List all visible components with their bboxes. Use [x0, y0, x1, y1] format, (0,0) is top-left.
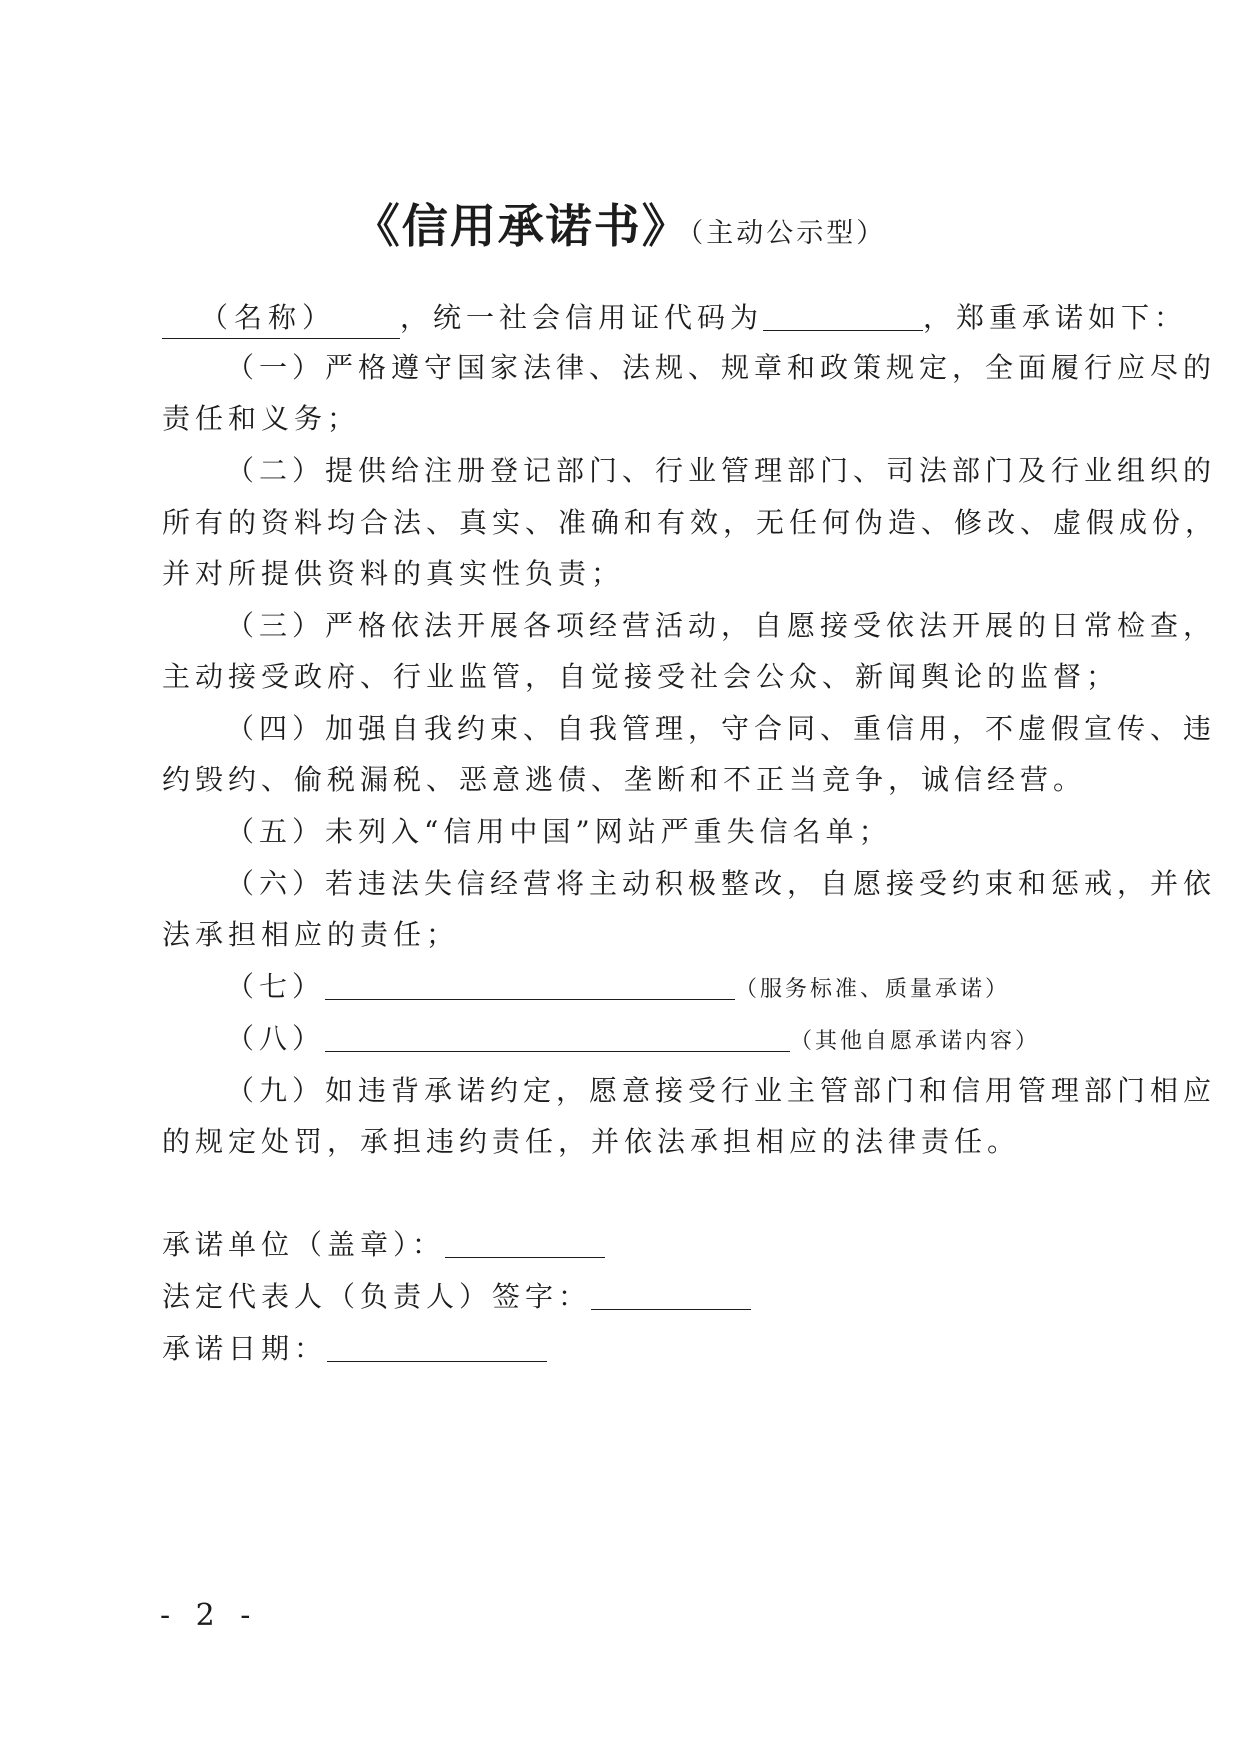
clause-6-line-1: （六）若违法失信经营将主动积极整改，自愿接受约束和惩戒，并依: [226, 867, 1217, 900]
clause-9-line-1: （九）如违背承诺约定，愿意接受行业主管部门和信用管理部门相应: [226, 1074, 1217, 1107]
date-blank: [327, 1331, 547, 1362]
clause-3-line-2: 主动接受政府、行业监管，自觉接受社会公众、新闻舆论的监督；: [162, 660, 1120, 693]
signature-rep-line: [162, 1277, 1092, 1317]
unit-label: 承诺单位（盖章）：: [162, 1228, 446, 1261]
clause-1-line-2: 责任和义务；: [162, 402, 361, 435]
clause-5-line-1: （五）未列入“信用中国”网站严重失信名单；: [226, 815, 892, 848]
clause-3-line-1: （三）严格依法开展各项经营活动，自愿接受依法开展的日常检查，: [226, 609, 1217, 642]
clause-6-line-2: 法承担相应的责任；: [162, 918, 460, 951]
signature-unit-line: [162, 1225, 1092, 1265]
intro-end-text: ，郑重承诺如下：: [923, 301, 1188, 334]
clause-2-line-3: 并对所提供资料的真实性负责；: [162, 557, 625, 590]
clause-7-line: [162, 967, 1156, 1010]
clause-8-prefix: （八）: [226, 1022, 326, 1055]
rep-signature-blank: [591, 1279, 751, 1310]
page-number: - 2 -: [160, 1598, 259, 1633]
clause-2-line-1: （二）提供给注册登记部门、行业管理部门、司法部门及行业组织的: [226, 454, 1217, 487]
rep-label: 法定代表人（负责人）签字：: [162, 1280, 592, 1313]
clause-4-line-1: （四）加强自我约束、自我管理，守合同、重信用，不虚假宣传、违: [226, 712, 1217, 745]
clause-9-line-2: 的规定处罚，承担违约责任，并依法承担相应的法律责任。: [162, 1125, 1021, 1158]
name-field: （名称）: [162, 298, 400, 339]
other-commitment-blank: [325, 1021, 790, 1052]
clause-8-note: （其他自愿承诺内容）: [790, 1029, 1041, 1054]
intro-middle-text: ，统一社会信用证代码为: [400, 301, 764, 334]
title-subtitle: （主动公示型）: [689, 218, 887, 249]
unit-seal-blank: [445, 1227, 605, 1258]
document-title: [0, 190, 1240, 256]
clause-7-prefix: （七）: [226, 970, 326, 1003]
credit-code-blank: [763, 300, 923, 331]
clause-8-line: [162, 1019, 1156, 1062]
title-main: 《信用承诺书》: [353, 199, 690, 253]
clause-4-line-2: 约毁约、偷税漏税、恶意逃债、垄断和不正当竞争，诚信经营。: [162, 763, 1087, 796]
signature-date-line: [162, 1329, 1092, 1369]
date-label: 承诺日期：: [162, 1332, 328, 1365]
clause-2-line-2: 所有的资料均合法、真实、准确和有效，无任何伪造、修改、虚假成份，: [162, 506, 1219, 539]
intro-line: [162, 298, 1188, 339]
clause-7-note: （服务标准、质量承诺）: [735, 977, 1011, 1002]
service-commitment-blank: [325, 969, 735, 1000]
clause-1-line-1: （一）严格遵守国家法律、法规、规章和政策规定，全面履行应尽的: [226, 351, 1217, 384]
